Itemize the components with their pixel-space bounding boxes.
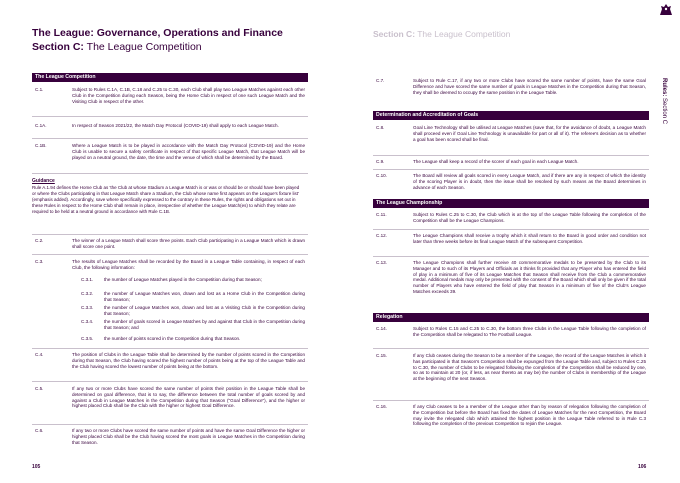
rule-row	[32, 87, 308, 117]
page-number-left: 105	[32, 464, 41, 470]
rule-number: C.15.	[376, 353, 387, 358]
rule-row	[373, 260, 649, 308]
section-bar-goals: Determination and Accreditation of Goals	[373, 111, 649, 120]
rule-text: The League shall keep a record of the scorer of each goal in each League Match.	[413, 159, 579, 164]
sub-rule-row	[32, 291, 308, 303]
rule-number: C.16.	[376, 404, 387, 409]
rule-text: If any two or more Clubs have scored the same number of points and have the same Goal Difference the higher or highest placed Club shall be the Club having scored the most goals in League Matches in the Competition during that Season.	[72, 428, 305, 445]
side-tab-bold: Rules:	[661, 78, 667, 97]
rule-text: The position of Clubs in the League Table shall be determined by the number of points scored in the Competition during that Season, the Club having scored the highest number of points being at the top of the League Table and the Club having scored the lowest number of points being at the bottom.	[72, 352, 305, 369]
rule-row	[32, 428, 308, 448]
divider	[32, 234, 308, 235]
sub-rule-row	[32, 336, 308, 343]
rule-text: If any Club ceases during the Season to be a member of the League, the record of the League Matches in which it has participated in that Season's Competition shall be expunged from the League Table and, subject to Rules C.25 to C.30, the number of Clubs to be relegated following the completion of the Competition shall be reduced by one, so as to maintain at 20 (or, if less, as near thereto as may be) the number of Clubs in membership of the League at the beginning of the next Season.	[413, 353, 646, 382]
rule-row	[32, 259, 308, 273]
rule-row	[373, 212, 649, 226]
rule-text: Subject to Rules C.25 to C.30, the Club which is at the top of the League Table following the completion of the Competition shall be the League Champions.	[413, 212, 646, 223]
section-title-light: The League Competition	[83, 41, 202, 53]
sub-rule-text: the number of goals scored in League Matches by and against that Club in the Competition during that Season; and	[104, 319, 305, 330]
sub-rule-number: C.3.3.	[81, 305, 94, 310]
divider	[32, 424, 308, 425]
page-number-right: 106	[638, 464, 647, 470]
divider	[373, 256, 649, 257]
rule-text: Where a League Match is to be played in accordance with the Match Day Protocol (COVID-19) and the Home Club is unable to secure a safety certificate in respect of that specific League Match, that League Match will be played on a neutral ground, the date, the time and the venue of which shall be determined by the Board.	[72, 143, 305, 160]
rule-row	[373, 233, 649, 253]
rule-number: C.4.	[35, 352, 44, 357]
rule-number: C.3.	[35, 259, 44, 264]
rule-row	[373, 404, 649, 442]
divider	[32, 381, 308, 382]
rule-row	[32, 352, 308, 378]
rule-text: Subject to Rules C.1A, C.1B, C.18 and C.25 to C.30, each Club shall play two League Matches against each other Club in the Competition during each Season, being the Home Club in respect of one such League Match and the Visiting Club in respect of the other.	[72, 87, 305, 104]
rule-row	[373, 125, 649, 151]
divider	[373, 155, 649, 156]
rule-row	[32, 123, 308, 137]
sub-rule-text: the number of League Matches played in the Competition during that Season;	[104, 277, 262, 282]
rule-row	[373, 78, 649, 104]
rule-row	[32, 386, 308, 422]
section-title	[32, 41, 202, 53]
rule-text: In respect of Season 2021/22, the Match Day Protocol (COVID-19) shall apply to each League Match.	[72, 123, 279, 128]
divider	[32, 348, 308, 349]
rule-number: C.6.	[35, 428, 44, 433]
rule-text: If any Club ceases to be a member of the League other than by reason of relegation following the completion of the Competition but before the Board has fixed the dates of League Matches for the next Competition, the Board may invite the relegated club which attained the highest position in the League Table referred to in Rule C.3 following the completion of the previous Competition to rejoin the League.	[413, 404, 646, 427]
right-heading-light: The League Competition	[415, 29, 511, 39]
sub-rule-row	[32, 305, 308, 317]
rule-text: The winner of a League Match shall score three points. Each Club participating in a League Match which is drawn shall score one point.	[72, 238, 305, 249]
sub-rule-row	[32, 277, 308, 289]
rule-number: C.10.	[376, 173, 387, 178]
sub-rule-number: C.3.2.	[81, 291, 94, 296]
rule-row	[32, 143, 308, 173]
divider	[373, 400, 649, 401]
rule-text: The League Champions shall receive a trophy which it shall return to the Board in good order and condition not later than three weeks before its final League Match of the subsequent Competition.	[413, 233, 646, 244]
divider	[373, 169, 649, 170]
rule-number: C.9.	[376, 159, 385, 164]
sub-rule-number: C.3.4.	[81, 319, 94, 324]
section-bar-league-competition: The League Competition	[32, 73, 308, 82]
sub-rule-text: the number of League Matches won, drawn and lost as a Visiting Club in the Competition during that Season;	[104, 305, 305, 316]
rule-number: C.8.	[376, 125, 385, 130]
divider	[32, 173, 308, 174]
side-tab	[657, 78, 669, 158]
sub-rule-row	[32, 319, 308, 331]
rule-text: Goal Line Technology shall be utilised at League Matches (save that, for the avoidance of doubt, a League Match shall proceed even if Goal Line Technology is unavailable for part or all of it). The referee's decision as to whether a goal has been scored shall be final.	[413, 125, 646, 142]
rule-number: C.1.	[35, 87, 44, 92]
rule-row	[373, 326, 649, 346]
rule-text: The Board will review all goals scored in every League Match, and if there are any in respect of which the identity of the scoring Player is in doubt, then the issue shall be resolved by such means as the Board determines in advance of each Season.	[413, 173, 646, 190]
guidance-heading: Guidance	[32, 178, 55, 184]
rule-text: The League Champions shall further receive 40 commemorative medals to be presented by the Club to its Manager and to such of its Players and Officials as it thinks fit provided that any Player who has entered the field of play in a minimum of five of its League Matches that Season shall receive from the Club a commemorative medal. Additional medals may only be presented with the consent of the Board which shall only be given if the total number of Players who have entered the field of play that Season in a minimum of five of the Club's League Matches exceeds 39.	[413, 260, 646, 294]
rule-number: C.14.	[376, 326, 387, 331]
rule-number: C.7.	[376, 78, 385, 83]
rule-number: C.5.	[35, 386, 44, 391]
section-bar-championship: The League Championship	[373, 199, 649, 208]
rule-row	[373, 173, 649, 193]
divider	[32, 116, 308, 117]
rule-row	[32, 238, 308, 252]
divider	[373, 229, 649, 230]
rule-number: C.12.	[376, 233, 387, 238]
divider	[373, 348, 649, 349]
divider	[32, 254, 308, 255]
rule-number: C.1B.	[35, 143, 47, 148]
sub-rule-number: C.3.1.	[81, 277, 94, 282]
rule-number: C.2.	[35, 238, 44, 243]
right-section-heading	[373, 29, 510, 39]
rule-text: The results of League Matches shall be recorded by the Board in a League Table containing, in respect of each Club, the following information:	[72, 259, 305, 270]
document-title: The League: Governance, Operations and Finance	[32, 27, 283, 39]
premier-league-lion-logo-icon	[658, 3, 674, 17]
rule-number: C.1A.	[35, 123, 47, 128]
rule-row	[373, 159, 649, 166]
rule-text: If any two or more Clubs have scored the same number of points their position in the League Table shall be determined on goal difference, that is to say, the difference between the total number of goals scored by and against a Club in League Matches in the Competition during that Season ("Goal Difference"), and the higher or highest placed Club shall be the Club with the higher or highest Goal Difference.	[72, 386, 305, 409]
right-heading-bold: Section C:	[373, 29, 416, 39]
sub-rule-number: C.3.5.	[81, 336, 94, 341]
rule-text: Subject to Rules C.15 and C.25 to C.30, the bottom three Clubs in the League Table following the completion of the Competition shall be relegated to The Football League.	[413, 326, 646, 337]
sub-rule-text: the number of points scored in the Competition during that Season.	[104, 336, 241, 341]
rule-row	[373, 353, 649, 397]
rule-number: C.13.	[376, 260, 387, 265]
sub-rule-text: the number of League Matches won, drawn and lost as a Home Club in the Competition during that Season;	[104, 291, 305, 302]
section-title-bold: Section C:	[32, 41, 84, 53]
rule-number: C.11.	[376, 212, 387, 217]
rule-text: Subject to Rule C.17, if any two or more Clubs have scored the same number of points, have the same Goal Difference and have scored the same number of goals in League Matches in the Competition during that Season, they shall be deemed to occupy the same position in the League Table.	[413, 78, 646, 95]
divider	[32, 138, 308, 139]
side-tab-light: Section C	[661, 96, 667, 125]
right-page	[340, 0, 680, 483]
section-bar-relegation: Relegation	[373, 313, 649, 322]
guidance-text: Rule A.1.94 defines the Home Club as 'the Club at whose Stadium a League Match is or was or should be or should have been played or where the Clubs participating in that League Match share a Stadium, the Club whose name first appears on the League's fixture list' (emphasis added). Accordingly, save where specifically expressed to the contrary in these Rules, the rights and obligations set out in these Rules in respect to the Home Club shall remain in place, irrespective of whether the League Match(es) to which they relate are required to be held at a neutral ground in accordance with Rule C.1B.	[32, 185, 300, 214]
